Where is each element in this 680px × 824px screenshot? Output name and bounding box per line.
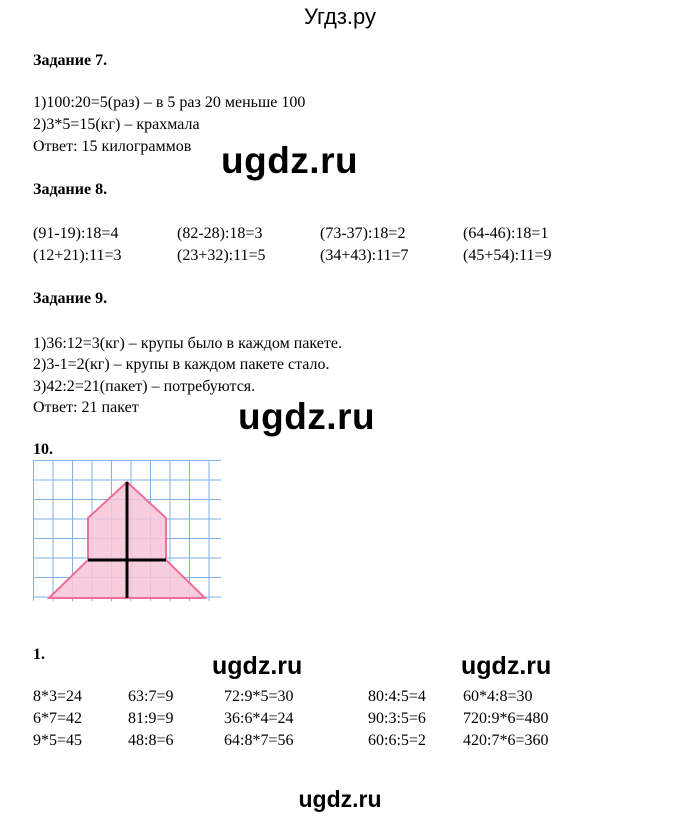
task1-cell: 90:3:5=6 [368,710,426,727]
task1-cell: 72:9*5=30 [224,688,294,705]
task7-line-2: 2)3*5=15(кг) – крахмала [33,116,200,133]
task8-cell: (82-28):18=3 [177,225,263,242]
task1-cell: 81:9=9 [128,710,174,727]
watermark: ugdz.ru [212,652,303,680]
task9-title: Задание 9. [33,290,108,307]
task1-title: 1. [33,646,45,663]
task9-line-3: 3)42:2=21(пакет) – потребуются. [33,378,256,395]
task1-cell: 6*7=42 [33,710,83,727]
task8-cell: (64-46):18=1 [463,225,549,242]
task1-cell: 80:4:5=4 [368,688,426,705]
task1-cell: 8*3=24 [33,688,83,705]
watermark: ugdz.ru [238,396,376,437]
watermark: ugdz.ru [461,652,552,680]
task1-cell: 60:6:5=2 [368,732,426,749]
task8-cell: (91-19):18=4 [33,225,119,242]
task8-cell: (45+54):11=9 [463,247,552,264]
task7-line-1: 1)100:20=5(раз) – в 5 раз 20 меньше 100 [33,94,306,111]
task1-cell: 48:8=6 [128,732,174,749]
task8-title: Задание 8. [33,181,108,198]
task8-cell: (12+21):11=3 [33,247,122,264]
task1-cell: 36:6*4=24 [224,710,294,727]
task1-cell: 64:8*7=56 [224,732,294,749]
task9-answer: Ответ: 21 пакет [33,399,139,416]
task1-cell: 9*5=45 [33,732,83,749]
task1-cell: 60*4:8=30 [463,688,533,705]
task1-cell: 720:9*6=480 [463,710,549,727]
task7-answer: Ответ: 15 килограммов [33,138,192,155]
watermark: ugdz.ru [298,786,382,812]
task9-line-1: 1)36:12=3(кг) – крупы было в каждом пакете. [33,335,342,352]
task8-cell: (23+32):11=5 [177,247,266,264]
task1-cell: 63:7=9 [128,688,174,705]
task1-cell: 420:7*6=360 [463,732,549,749]
task9-line-2: 2)3-1=2(кг) – крупы в каждом пакете стало. [33,356,330,373]
task8-cell: (34+43):11=7 [320,247,409,264]
task8-cell: (73-37):18=2 [320,225,406,242]
task10-title: 10. [33,441,53,458]
watermark: ugdz.ru [221,140,359,181]
site-title: Угдз.ру [303,4,377,29]
grid-figure [33,460,221,601]
task7-title: Задание 7. [33,52,108,69]
